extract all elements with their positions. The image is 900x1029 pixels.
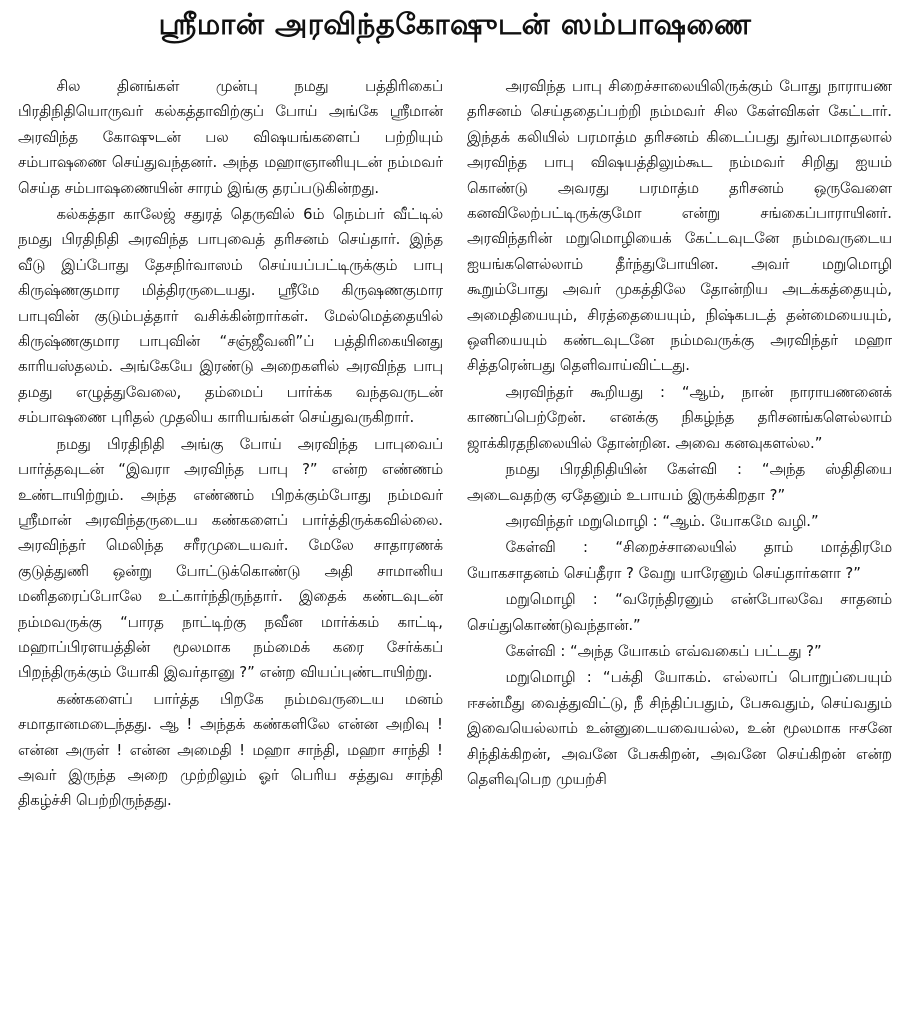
paragraph: அரவிந்தர் மறுமொழி : “ஆம். யோகமே வழி.” [505, 512, 819, 530]
paragraph: கல்கத்தா காலேஜ் சதுரத் தெருவில் 6ம் நெம்பர் வீட்டில் நமது பிரதிநிதி அரவிந்த பாபுவைத் தரிசனம் செய்தார். இந்த வீடு இப்போது தேசநிர்வாஸம் செய்யப்பட்டிருக்கும் பாபு கிருஷ்ணகுமார மித்திரருடையது. ஸ்ரீமே கிருஷணகுமார பாபுவின் குடும்பத்தார் வசிக்கின்றார்கள். மேல்மெத்தையில் கிருஷ்ணகுமார பாபுவின் “சஞ்ஜீவனி”ப் பத்திரிகையினது காரியஸ்தலம். அங்கேயே இரண்டு அறைகளில் அரவிந்த பாபு தமது எழுத்துவேலை, தம்மைப் பார்க்க வந்தவருடன் சம்பாஷணை புரிதல் முதலிய காரியங்கள் செய்துவருகிறார். [18, 206, 443, 427]
text-columns [18, 74, 892, 814]
paragraph: மறுமொழி : “பக்தி யோகம். எல்லாப் பொறுப்பையும் ஈசன்மீது வைத்துவிட்டு, நீ சிந்திப்பதும், பேசுவதும், செய்வதும் இவையெல்லாம் உன்னுடையவையல்ல, உன் மூலமாக ஈசனே சிந்திக்கிறன், அவனே பேசுகிறன், அவனே செய்கிறன் என்ற தெளிவுபெற முயற்சி [467, 669, 892, 788]
left-column [18, 74, 443, 814]
paragraph: கேள்வி : “அந்த யோகம் எவ்வகைப் பட்டது ?” [505, 642, 822, 660]
right-column [467, 74, 892, 814]
paragraph: அரவிந்தர் கூறியது : “ஆம், நான் நாராயணனைக் காணப்பெற்றேன். எனக்கு நிகழ்ந்த தரிசனங்களெல்லாம் ஜாக்கிரதநிலையில் தோன்றின. அவை கனவுகளல்ல.” [467, 383, 892, 452]
paragraph: மறுமொழி : “வரேந்திரனும் என்போலவே சாதனம் செய்துகொண்டுவந்தான்.” [467, 591, 892, 634]
paragraph: கண்களைப் பார்த்த பிறகே நம்மவருடைய மனம் சமாதானமடைந்தது. ஆ ! அந்தக் கண்களிலே என்ன அறிவு ! என்ன அருள் ! என்ன அமைதி ! மஹா சாந்தி, மஹா சாந்தி ! அவர் இருந்த அறை முற்றிலும் ஓர் பெரிய சத்துவ சாந்தி திகழ்ச்சி பெற்றிருந்தது. [18, 690, 443, 810]
paragraph: நமது பிரதிநிதி அங்கு போய் அரவிந்த பாபுவைப் பார்த்தவுடன் “இவரா அரவிந்த பாபு ?” என்ற எண்ணம் உண்டாயிற்றும். அந்த எண்ணம் பிறக்கும்போது நம்மவர் ஸ்ரீமான் அரவிந்தருடைய கண்களைப் பார்த்திருக்கவில்லை. அரவிந்தர் மெலிந்த சரீரமுடையவர். மேலே சாதாரணக் குடுத்துணி ஒன்று போட்டுக்கொண்டு அதி சாமானிய மனிதரைப்போலே உட்கார்ந்திருந்தார். இதைக் கண்டவுடன் நம்மவருக்கு “பாரத நாட்டிற்கு நவீன மார்க்கம் காட்டி, மஹாப்பிரளயத்தின் மூலமாக நம்மைக் கரை சேர்க்கப் பிறந்திருக்கும் யோகி இவர்தானு ?” என்ற வியப்புண்டாயிற்று. [18, 435, 443, 682]
paragraph: நமது பிரதிநிதியின் கேள்வி : “அந்த ஸ்திதியை அடைவதற்கு ஏதேனும் உபாயம் இருக்கிறதா ?” [467, 461, 892, 504]
paragraph: அரவிந்த பாபு சிறைச்சாலையிலிருக்கும் போது நாராயண தரிசனம் செய்ததைப்பற்றி நம்மவர் சில கேள்விகள் கேட்டார். இந்தக் கலியில் பரமாத்ம தரிசனம் கிடைப்பது துர்லபமாதலால் அரவிந்த பாபு விஷயத்திலும்கூட நம்மவர் சிறிது ஐயம் கொண்டு அவரது பரமாத்ம தரிசனம் ஒருவேளை கனவிலேற்பட்டிருக்குமோ என்று சங்கைப்பாராயினர். அரவிந்தரின் மறுமொழியைக் கேட்டவுடனே நம்மவருடைய ஐயங்களெல்லாம் தீர்ந்துபோயின. அவர் மறுமொழி கூறும்போது அவர் முகத்திலே தோன்றிய அடக்கத்தையும், அமைதியையும், சிரத்தையையும், நிஷ்கபடத் தன்மையையும், ஒளியையும் கண்டவுடனே நம்மவருக்கு அரவிந்தர் மஹா சித்தரென்பது தெளிவாய்விட்டது. [467, 78, 892, 375]
page-title: ஸ்ரீமான் அரவிந்தகோஷுடன் ஸம்பாஷணை [158, 7, 752, 41]
paragraph: கேள்வி : “சிறைச்சாலையில் தாம் மாத்திரமே யோகசாதனம் செய்தீரா ? வேறு யாரேனும் செய்தார்களா ?” [467, 539, 892, 582]
paragraph: சில தினங்கள் முன்பு நமது பத்திரிகைப் பிரதிநிதியொருவர் கல்கத்தாவிற்குப் போய் அங்கே ஸ்ரீமான் அரவிந்த கோஷுடன் பல விஷயங்களைப் பற்றியும் சம்பாஷணை செய்துவந்தனர். அந்த மஹாஞானியுடன் நம்மவர் செய்த சம்பாஷணையின் சாரம் இங்கு தரப்படுகின்றது. [18, 78, 443, 197]
